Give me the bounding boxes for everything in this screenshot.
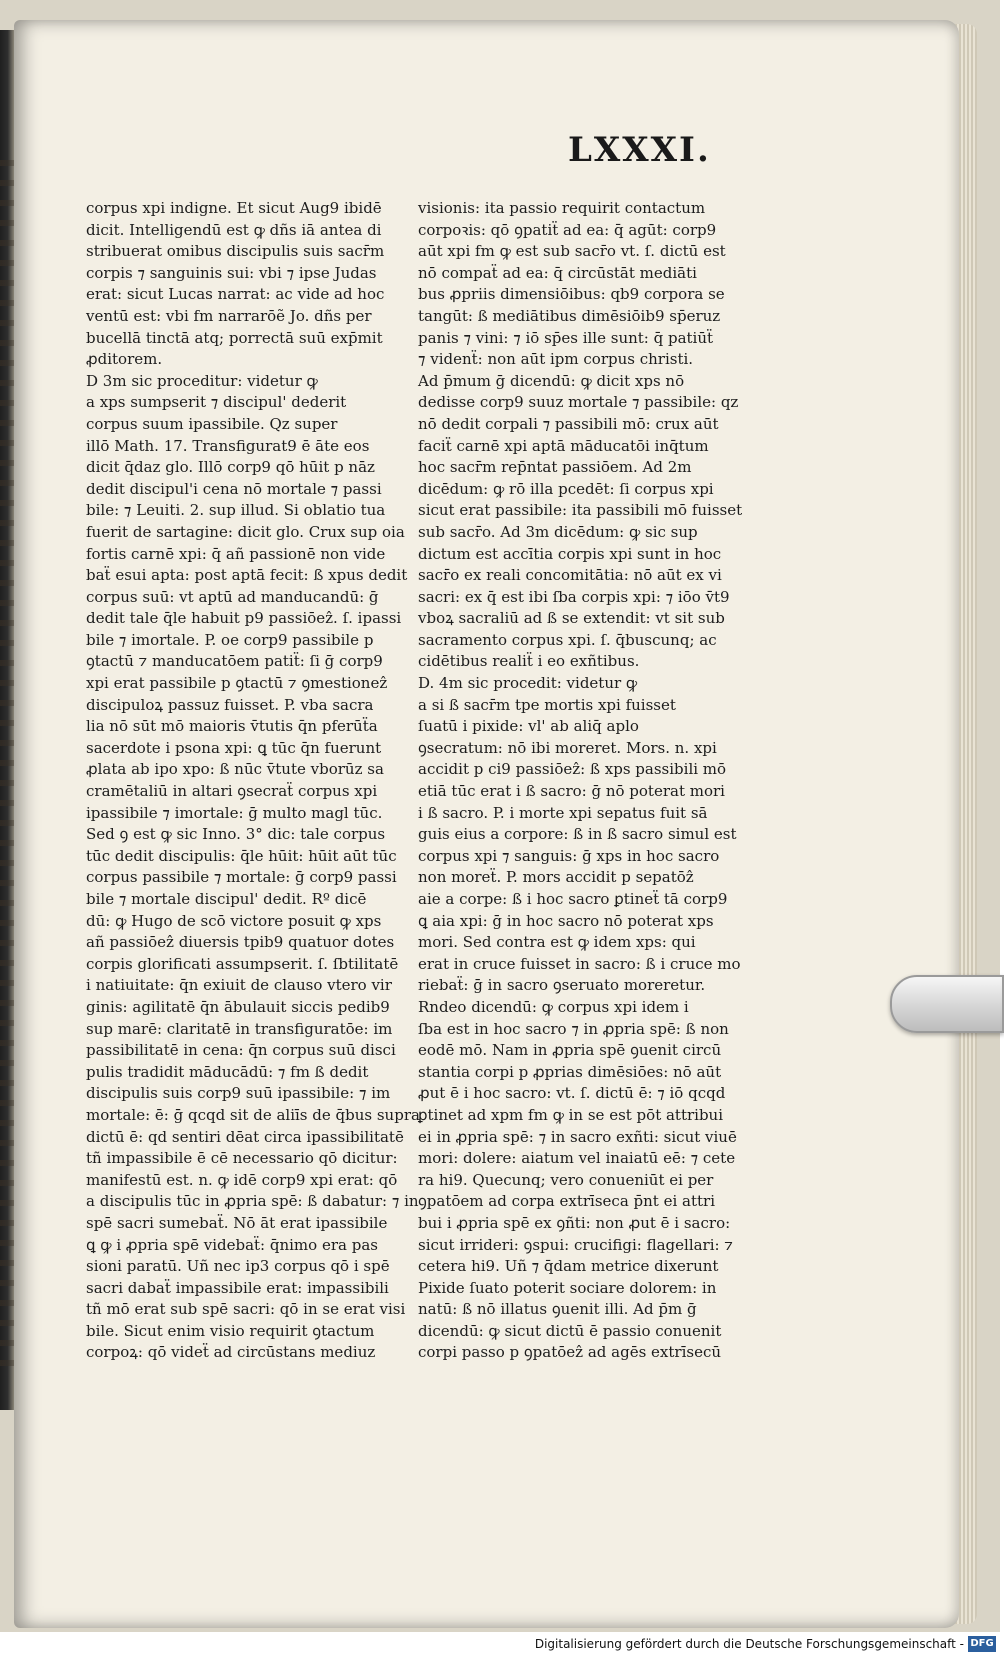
text-line: dictū ē: qd sentiri dēat circa ipassibilitatē: [86, 1127, 404, 1146]
text-line: ꝯtactū ⁊ manducatōem patiẗ: ſi ḡ corp9: [86, 652, 383, 671]
text-line: bucellā tinctā atq; porrectā suū exp̄mit: [86, 328, 383, 347]
text-line: Rndeo dicendū: ꝙ corpus xpi idem i: [418, 997, 689, 1016]
text-line: ra hi9. Quecunq; vero conueniūt ei per: [418, 1170, 714, 1189]
text-line: ei in ꝓpria spē: ⁊ in sacro exñti: sicut viuē: [418, 1127, 737, 1146]
text-line: corpus suū: vt aptū ad manducandū: ḡ: [86, 587, 379, 606]
text-line: bile: ⁊ Leuiti. 2. sup illud. Si oblatio tua: [86, 501, 386, 520]
text-line: discipulis suis corp9 suū ipassibile: ⁊ im: [86, 1084, 391, 1103]
text-line: bile ⁊ mortale discipul' dedit. Rº dicē: [86, 890, 367, 908]
text-line: sicut erat passibile: ita passibili mō fuisset: [418, 501, 743, 520]
text-line: Pixide ſuato poterit sociare dolorem: in: [418, 1278, 717, 1297]
text-line: dicēdum: ꝙ rō illa pcedēt: ſi corpus xpi: [418, 479, 714, 498]
text-line: corpoꝝ: qō videẗ ad circūstans mediuz: [86, 1343, 376, 1362]
text-line: panis ⁊ vini: ⁊ iō sp̄es ille sunt: q̄ patiūẗ: [418, 328, 714, 347]
text-line: riebaẗ: ḡ in sacro ꝯseruato moreretur.: [418, 976, 706, 995]
text-line: sacri dabaẗ impassibile erat: impassibili: [86, 1278, 389, 1297]
text-line: manifestū est. n. ꝙ idē corp9 xpi erat: qō: [86, 1170, 398, 1189]
text-line: dedit tale q̄le habuit p9 passiōeẑ. ſ. ipassi: [86, 609, 402, 628]
text-line: corpis ⁊ sanguinis sui: vbi ⁊ ipse Judas: [86, 263, 377, 282]
text-line: aie a corpe: ß i hoc sacro ꝑtineẗ tā corp9: [418, 890, 728, 908]
text-line: non moreẗ. P. mors accidit p sepatōẑ: [418, 868, 694, 887]
text-line: nō dedit corpali ⁊ passibili mō: crux aūt: [418, 414, 719, 433]
text-line: Sed ꝯ est ꝙ sic Inno. 3° dic: tale corpus: [86, 825, 386, 844]
text-line: vboꝝ sacraliū ad ß se extendit: vt sit sub: [418, 609, 725, 628]
text-line: corpis glorificati assumpserit. ſ. ſbtilitatē: [86, 954, 399, 973]
text-line: aūt xpi fm ꝙ est sub sacr̄o vt. ſ. dictū est: [418, 242, 726, 261]
text-line: passibilitatē in cena: q̄n corpus suū disci: [86, 1041, 396, 1060]
text-line: stribuerat omibus discipulis suis sacr̄m: [86, 242, 385, 261]
text-line: cetera hi9. Uñ ⁊ q̄dam metrice dixerunt: [418, 1257, 719, 1276]
text-line: i natiuitate: q̄n exiuit de clauso vtero vir: [86, 976, 392, 995]
text-line: a si ß sacr̄m tpe mortis xpi fuisset: [418, 695, 676, 714]
text-line: fortis carnē xpi: q̄ añ passionē non vide: [86, 544, 386, 563]
right-text-column: [418, 198, 743, 1364]
text-line: dicit q̄daz glo. Illō corp9 qō hūit p nāz: [86, 458, 375, 477]
text-line: dedisse corp9 suuz mortale ⁊ passibile: qz: [418, 393, 739, 412]
text-line: ꝑtinet ad xpm fm ꝙ in se est pōt attribui: [418, 1105, 724, 1124]
text-line: accidit p ci9 passiōeẑ: ß xps passibili mō: [418, 760, 727, 779]
text-line: corpus xpi indigne. Et sicut Aug9 ibidē: [86, 199, 382, 217]
text-line: i ß sacro. P. i morte xpi sepatus fuit sā: [418, 803, 708, 822]
text-line: ꝯpatōem ad corpa extrīseca p̄nt ei attri: [418, 1192, 715, 1211]
text-line: sacramento corpus xpi. ſ. q̄buscunq; ac: [418, 630, 717, 649]
text-line: cidētibus realiẗ i eo exñtibus.: [418, 652, 640, 671]
text-line: faciẗ carnē xpi aptā māducatōi inq̄tum: [418, 436, 709, 455]
digitization-credit: Digitalisierung gefördert durch die Deutsche Forschungsgemeinschaft -: [534, 1637, 964, 1651]
text-line: añ passiōeẑ diuersis tpib9 quatuor dotes: [86, 933, 395, 952]
text-line: mori: dolere: aiatum vel inaiatū eē: ⁊ cete: [418, 1149, 736, 1168]
text-line: corpi passo p ꝯpatōeẑ ad agēs extrīsecū: [418, 1343, 722, 1362]
text-line: a xps sumpserit ⁊ discipul' dederit: [86, 393, 347, 412]
text-line: ꝗ aia xpi: ḡ in hoc sacro nō poterat xps: [418, 911, 714, 930]
text-line: ſba est in hoc sacro ⁊ in ꝓpria spē: ß non: [418, 1019, 729, 1038]
text-line: xpi erat passibile p ꝯtactū ⁊ ꝯmestioneẑ: [86, 674, 388, 693]
text-line: sacerdote i psona xpi: ꝗ tūc q̄n fuerunt: [86, 738, 382, 757]
text-line: erat: sicut Lucas narrat: ac vide ad hoc: [86, 285, 385, 304]
text-line: sacri: ex q̄ est ibi ſba corpis xpi: ⁊ iōo v̄t9: [418, 587, 730, 606]
text-line: dicit. Intelligendū est ꝙ dñs iā antea di: [86, 220, 382, 239]
text-line: bus ꝓpriis dimensiōibus: qb9 corpora se: [418, 285, 725, 304]
text-line: ꝯsecratum: nō ibi moreret. Mors. n. xpi: [418, 738, 717, 757]
text-line: mori. Sed contra est ꝙ idem xps: qui: [418, 933, 696, 952]
text-line: corpus passibile ⁊ mortale: ḡ corp9 passi: [86, 868, 397, 887]
text-line: illō Math. 17. Transfigurat9 ē āte eos: [86, 436, 370, 455]
book-clamp: [890, 975, 1004, 1033]
text-line: corpoꝛis: qō ꝯpatiẗ ad ea: q̄ agūt: corp9: [418, 220, 717, 239]
text-line: guis eius a corpore: ß in ß sacro simul est: [418, 825, 737, 844]
text-line: sioni paratū. Uñ nec ip3 corpus qō i spē: [86, 1257, 390, 1276]
text-line: bui i ꝓpria spē ex ꝯñti: non ꝓut ē i sacro:: [418, 1213, 731, 1232]
text-line: spē sacri sumebaẗ. Nō āt erat ipassibile: [86, 1213, 388, 1232]
text-line: cramētaliū in altari ꝯsecraẗ corpus xpi: [86, 782, 378, 801]
text-line: natū: ß nō illatus ꝯuenit illi. Ad p̄m ḡ: [418, 1300, 697, 1319]
text-line: bile ⁊ imortale. P. oe corp9 passibile p: [86, 630, 374, 649]
text-line: baẗ esui apta: post aptā fecit: ß xpus dedit: [86, 566, 408, 585]
text-line: lia nō sūt mō maioris v̄tutis q̄n pferūẗa: [86, 717, 378, 736]
text-line: eodē mō. Nam in ꝓpria spē ꝯuenit circū: [418, 1041, 722, 1060]
text-line: nō compaẗ ad ea: q̄ circūstāt mediāti: [418, 263, 697, 282]
text-line: tangūt: ß mediātibus dimēsiōib9 sp̄eruz: [418, 306, 721, 325]
text-line: pulis tradidit māducādū: ⁊ fm ß dedit: [86, 1062, 369, 1081]
text-line: sub sacr̄o. Ad 3m dicēdum: ꝙ sic sup: [418, 522, 698, 541]
text-line: sacr̄o ex reali concomitātia: nō aūt ex vi: [418, 566, 722, 585]
text-line: ⁊ videnẗ: non aūt ipm corpus christi.: [418, 350, 694, 369]
text-line: tūc dedit discipulis: q̄le hūit: hūit aūt tūc: [86, 846, 397, 865]
text-line: corpus xpi ⁊ sanguis: ḡ xps in hoc sacro: [418, 846, 720, 865]
text-line: mortale: ē: ḡ qcqd sit de aliīs de q̄bus supra: [86, 1105, 420, 1124]
text-line: stantia corpi p ꝓprias dimēsiōes: nō aūt: [418, 1062, 722, 1081]
text-line: D 3m sic proceditur: videtur ꝙ: [86, 371, 318, 390]
text-line: D. 4m sic procedit: videtur ꝙ: [418, 674, 638, 693]
text-line: a discipulis tūc in ꝓpria spē: ß dabatur: ⁊ in: [86, 1192, 419, 1211]
text-line: hoc sacr̄m rep̄ntat passiōem. Ad 2m: [418, 458, 692, 477]
text-line: visionis: ita passio requirit contactum: [418, 199, 706, 217]
text-line: corpus suum ipassibile. Qz super: [86, 414, 338, 433]
text-line: dū: ꝙ Hugo de scō victore posuit ꝙ xps: [86, 911, 382, 930]
text-line: fuerit de sartagine: dicit glo. Crux sup oia: [86, 522, 405, 541]
text-line: ventū est: vbi fm narrarōẽ Jo. dñs per: [86, 306, 372, 325]
text-line: dedit discipul'i cena nō mortale ⁊ passi: [86, 479, 382, 498]
text-line: ginis: agilitatē q̄n ābulauit siccis pedib9: [86, 997, 390, 1016]
text-line: discipuloꝝ passuz fuisset. P. vba sacra: [86, 695, 374, 714]
text-line: ſuatū i pixide: vl' ab aliq̄ aplo: [418, 717, 639, 736]
text-line: ꝗ ꝙ i ꝓpria spē videbaẗ: q̄nimo era pas: [86, 1235, 378, 1254]
dfg-logo: DFG: [968, 1636, 996, 1652]
text-line: ꝓditorem.: [86, 350, 163, 369]
text-line: ipassibile ⁊ imortale: ḡ multo magl tūc.: [86, 803, 383, 822]
text-line: ꝓlata ab ipo xpo: ß nūc v̄tute vborūz sa: [86, 760, 384, 779]
text-line: dictum est accītia corpis xpi sunt in hoc: [418, 544, 722, 563]
text-line: sup marē: claritatē in transfiguratōe: im: [86, 1019, 393, 1038]
left-text-column: [86, 198, 420, 1364]
folio-number: LXXXI.: [568, 130, 711, 170]
text-line: tñ impassibile ē cē necessario qō dicitur:: [86, 1149, 398, 1168]
text-line: ꝓut ē i hoc sacro: vt. ſ. dictū ē: ⁊ iō qcqd: [418, 1084, 726, 1103]
text-line: erat in cruce fuisset in sacro: ß i cruce mo: [418, 954, 741, 973]
text-line: dicendū: ꝙ sicut dictū ē passio conuenit: [418, 1321, 722, 1340]
text-line: bile. Sicut enim visio requirit ꝯtactum: [86, 1321, 375, 1340]
text-line: tñ mō erat sub spē sacri: qō in se erat visi: [86, 1300, 406, 1319]
text-line: Ad p̄mum ḡ dicendū: ꝙ dicit xps nō: [418, 371, 685, 390]
text-line: sicut irrideri: ꝯspui: crucifigi: flagellari: ⁊: [418, 1235, 733, 1254]
text-line: etiā tūc erat i ß sacro: ḡ nō poterat mori: [418, 782, 725, 801]
